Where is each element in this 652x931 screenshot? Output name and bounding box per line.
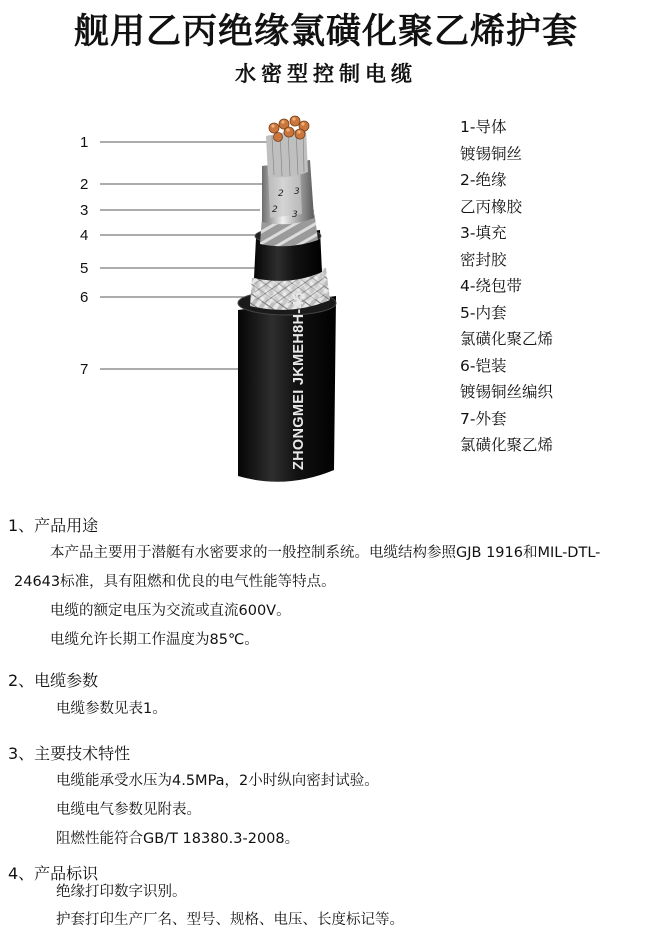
callout-number: 6 <box>80 289 89 306</box>
core-number-mark: 2 <box>278 189 284 199</box>
callout-number: 4 <box>80 227 89 244</box>
callout-number: 3 <box>80 202 89 219</box>
usage-paragraph-line: 电缆允许长期工作温度为85℃。 <box>50 632 259 648</box>
legend-item: 3-填充 <box>460 224 507 242</box>
core-number-mark: 3 <box>294 187 300 197</box>
characteristics-paragraph-line: 电缆电气参数见附表。 <box>56 802 201 818</box>
usage-paragraph-line: 24643标准，具有阻燃和优良的电气性能等特点。 <box>14 574 336 590</box>
section-heading-marking: 4、产品标识 <box>8 864 99 883</box>
legend-item: 1-导体 <box>460 118 507 136</box>
legend-item: 7-外套 <box>460 409 507 428</box>
tinned-copper-conductors <box>266 116 309 177</box>
legend-item: 2-绝缘 <box>460 171 507 189</box>
usage-paragraph-line: 电缆的额定电压为交流或直流600V。 <box>50 603 291 619</box>
legend-item: 4-绕包带 <box>460 277 522 295</box>
marking-paragraph-line: 护套打印生产厂名、型号、规格、电压、长度标记等。 <box>56 912 404 928</box>
page-title: 舰用乙丙绝缘氯磺化聚乙烯护套 <box>73 12 578 52</box>
legend-item: 密封胶 <box>460 250 507 269</box>
core-number-mark: 3 <box>292 210 298 220</box>
characteristics-paragraph-line: 电缆能承受水压为4.5MPa，2小时纵向密封试验。 <box>56 773 379 789</box>
callout-number: 1 <box>80 134 89 151</box>
usage-paragraph-line: 本产品主要用于潜艇有水密要求的一般控制系统。电缆结构参照GJB 1916和MIL-DTL- <box>50 545 601 561</box>
legend-item: 镀锡铜丝编织 <box>460 383 554 401</box>
marking-paragraph-line: 绝缘打印数字识别。 <box>56 884 187 900</box>
legend-item: 乙丙橡胶 <box>460 197 523 216</box>
legend-item: 5-内套 <box>460 303 507 322</box>
jacket-print-marking: ZHONGMEI JKMEH8H-45 <box>291 291 307 470</box>
characteristics-paragraph-line: 阻燃性能符合GB/T 18380.3-2008。 <box>56 831 300 847</box>
legend-item: 6-铠装 <box>460 356 507 375</box>
page-subtitle: 水密型控制电缆 <box>235 62 417 86</box>
section-heading-parameters: 2、电缆参数 <box>8 671 99 690</box>
core-number-mark: 2 <box>272 205 278 215</box>
callout-number: 5 <box>80 260 89 277</box>
legend-item: 镀锡铜丝 <box>460 144 523 163</box>
callout-number: 7 <box>80 361 89 378</box>
parameters-paragraph-line: 电缆参数见表1。 <box>56 701 167 717</box>
section-heading-characteristics: 3、主要技术特性 <box>8 744 131 763</box>
section-heading-usage: 1、产品用途 <box>8 516 99 535</box>
callout-number: 2 <box>80 176 89 193</box>
legend-item: 氯磺化聚乙烯 <box>460 330 554 348</box>
component-legend <box>460 114 650 459</box>
legend-item: 氯磺化聚乙烯 <box>460 436 554 454</box>
outer-sheath <box>238 296 336 482</box>
